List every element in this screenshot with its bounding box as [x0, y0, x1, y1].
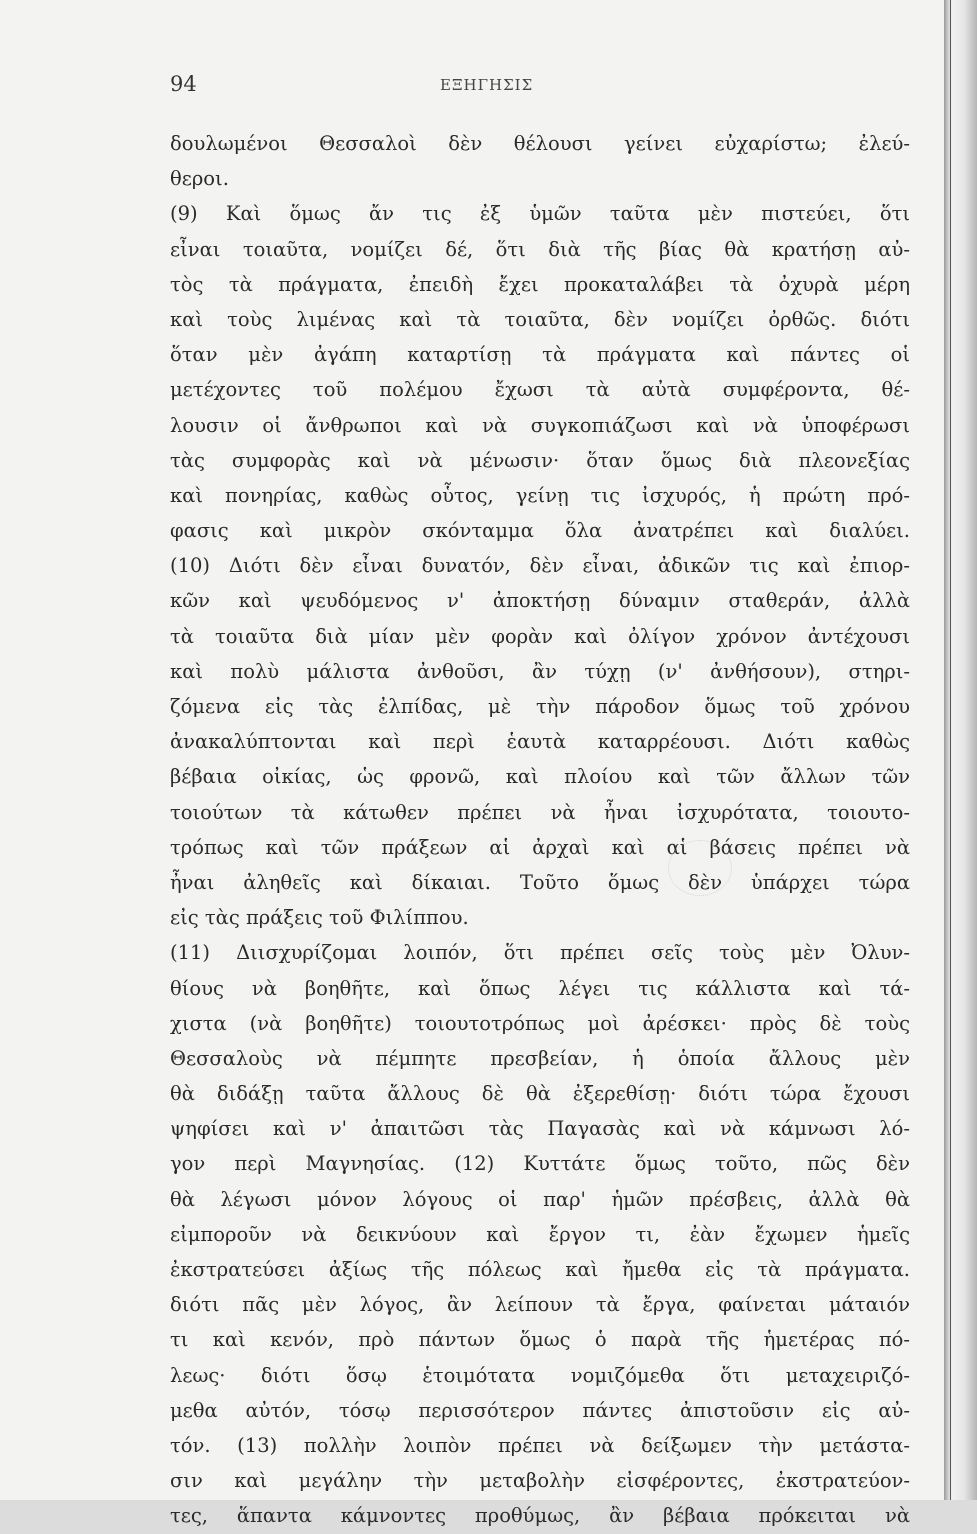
text-line: τι καὶ κενόν, πρὸ πάντων ὅμως ὁ παρὰ τῆς ἡμετέρας πό-: [170, 1328, 910, 1352]
text-line: γον περὶ Μαγνησίας. (12) Κυττάτε ὅμως τοῦτο, πῶς δὲν: [170, 1152, 910, 1176]
text-line: σιν καὶ μεγάλην τὴν μεταβολὴν εἰσφέροντες, ἐκστρατεύον-: [170, 1469, 910, 1493]
text-line: δουλωμένοι Θεσσαλοὶ δὲν θέλουσι γείνει εὐχαρίστω; ἐλεύ-: [170, 132, 910, 155]
page-header: [0, 72, 944, 102]
text-line: ἐκστρατεύσει ἀξίως τῆς πόλεως καὶ ἤμεθα εἰς τὰ πράγματα.: [170, 1258, 910, 1281]
text-line: βέβαια οἰκίας, ὡς φρονῶ, καὶ πλοίου καὶ τῶν ἄλλων τῶν: [170, 765, 910, 789]
text-line: ζόμενα εἰς τὰς ἐλπίδας, μὲ τὴν πάροδον ὅμως τοῦ χρόνου: [170, 695, 910, 718]
library-stamp: [668, 840, 732, 896]
text-line: θὰ λέγωσι μόνον λόγους οἱ παρ' ἡμῶν πρέσβεις, ἀλλὰ θὰ: [170, 1187, 910, 1211]
text-line: θίους νὰ βοηθῆτε, καὶ ὅπως λέγει τις κάλλιστα καὶ τά-: [170, 976, 910, 1000]
text-line: τὰς συμφορὰς καὶ νὰ μένωσιν· ὅταν ὅμως διὰ πλεονεξίας: [170, 448, 910, 472]
text-line: τες, ἅπαντα κάμνοντες προθύμως, ἂν βέβαια πρόκειται νὰ: [170, 1504, 910, 1528]
text-line: καὶ τοὺς λιμένας καὶ τὰ τοιαῦτα, δὲν νομίζει ὀρθῶς. διότι: [170, 307, 910, 331]
text-line: μετέχοντες τοῦ πολέμου ἔχωσι τὰ αὐτὰ συμφέροντα, θέ-: [170, 378, 910, 402]
text-line: λεως· διότι ὅσῳ ἑτοιμότατα νομιζόμεθα ὅτι μεταχειριζό-: [170, 1363, 910, 1387]
text-line: καὶ πολὺ μάλιστα ἀνθοῦσι, ἂν τύχῃ (ν' ἀνθήσουν), στηρι-: [170, 659, 910, 683]
text-line: τὸς τὰ πράγματα, ἐπειδὴ ἔχει προκαταλάβει τὰ ὀχυρὰ μέρη: [170, 272, 910, 296]
text-line: ἀνακαλύπτονται καὶ περὶ ἑαυτὰ καταρρέουσι. Διότι καθὼς: [170, 730, 910, 754]
text-line: χιστα (νὰ βοηθῆτε) τοιουτοτρόπως μοὶ ἀρέσκει· πρὸς δὲ τοὺς: [170, 1011, 910, 1035]
text-line: τόν. (13) πολλὴν λοιπὸν πρέπει νὰ δείξωμεν τὴν μετάστα-: [170, 1433, 910, 1457]
text-line: κῶν καὶ ψευδόμενος ν' ἀποκτήσῃ δύναμιν σταθεράν, ἀλλὰ: [170, 589, 910, 613]
page-number: 94: [170, 72, 197, 96]
text-line: φασις καὶ μικρὸν σκόνταμμα ὅλα ἀνατρέπει καὶ διαλύει.: [170, 519, 910, 543]
text-line: εἰμποροῦν νὰ δεικνύουν καὶ ἔργον τι, ἐὰν ἔχωμεν ἡμεῖς: [170, 1222, 910, 1246]
text-line: καὶ πονηρίας, καθὼς οὗτος, γείνῃ τις ἰσχυρός, ἡ πρώτη πρό-: [170, 483, 910, 507]
text-line: θεροι.: [170, 167, 229, 191]
text-line: λουσιν οἱ ἄνθρωποι καὶ νὰ συγκοπιάζωσι καὶ νὰ ὑποφέρωσι: [170, 413, 910, 437]
text-line: (9) Καὶ ὅμως ἄν τις ἐξ ὑμῶν ταῦτα μὲν πιστεύει, ὅτι: [170, 202, 910, 226]
text-line: ὅταν μὲν ἀγάπη καταρτίσῃ τὰ πράγματα καὶ πάντες οἱ: [170, 343, 910, 367]
text-line: τὰ τοιαῦτα διὰ μίαν μὲν φορὰν καὶ ὀλίγον χρόνον ἀντέχουσι: [170, 624, 910, 648]
text-line: Θεσσαλοὺς νὰ πέμπητε πρεσβείαν, ἡ ὁποία ἄλλους μὲν: [170, 1046, 910, 1070]
text-line: ἦναι ἀληθεῖς καὶ δίκαιαι. Τοῦτο ὅμως δὲν ὑπάρχει τώρα: [170, 870, 910, 894]
body-text: [170, 126, 910, 1534]
text-line: ψηφίσει καὶ ν' ἀπαιτῶσι τὰς Παγασὰς καὶ νὰ κάμνωσι λό-: [170, 1117, 910, 1141]
text-line: μεθα αὐτόν, τόσῳ περισσότερον πάντες ἀπιστοῦσιν εἰς αὐ-: [170, 1398, 910, 1422]
text-line: θὰ διδάξῃ ταῦτα ἄλλους δὲ θὰ ἐξερεθίσῃ· διότι τώρα ἔχουσι: [170, 1082, 910, 1106]
text-line: διότι πᾶς μὲν λόγος, ἂν λείπουν τὰ ἔργα, φαίνεται μάταιόν: [170, 1293, 910, 1317]
text-line: τρόπως καὶ τῶν πράξεων αἱ ἀρχαὶ καὶ αἱ βάσεις πρέπει νὰ: [170, 835, 910, 859]
book-binding-edge: [944, 0, 977, 1500]
text-line: εἰς τὰς πράξεις τοῦ Φιλίππου.: [170, 906, 469, 930]
running-title: ΕΞΗΓΗΣΙΣ: [440, 76, 534, 94]
text-line: εἶναι τοιαῦτα, νομίζει δέ, ὅτι διὰ τῆς βίας θὰ κρατήσῃ αὐ-: [170, 237, 910, 261]
text-line: (11) Διισχυρίζομαι λοιπόν, ὅτι πρέπει σεῖς τοὺς μὲν Ὀλυν-: [170, 941, 910, 965]
text-line: (10) Διότι δὲν εἶναι δυνατόν, δὲν εἶναι, ἀδικῶν τις καὶ ἐπιορ-: [170, 554, 910, 578]
text-line: τοιούτων τὰ κάτωθεν πρέπει νὰ ἦναι ἰσχυρότατα, τοιουτο-: [170, 800, 910, 824]
